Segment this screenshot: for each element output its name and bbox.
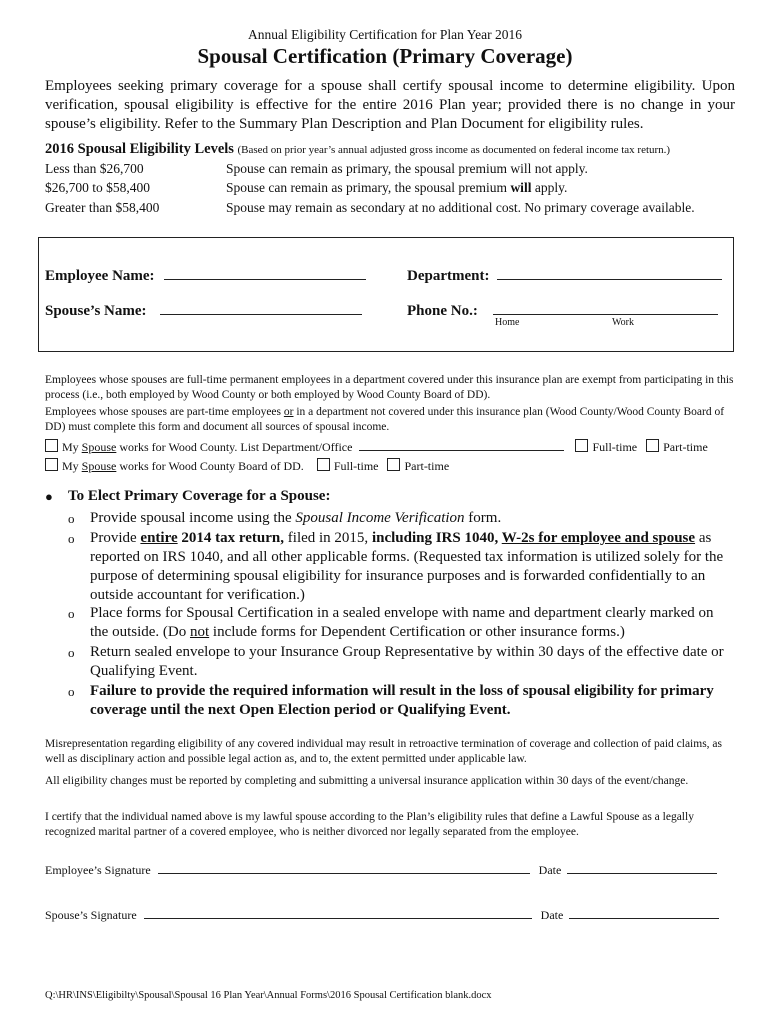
phone-work-label: Work: [612, 317, 634, 328]
file-path-footer: Q:\HR\INS\Eligibilty\Spousal\Spousal 16 Plan Year\Annual Forms\2016 Spousal Certification blank.docx: [45, 990, 492, 1001]
part-time-paragraph: Employees whose spouses are part-time employees or in a department not covered under this insurance plan (Wood County/Wood County Board of DD) must complete this form and document all sources of spousal income.: [45, 406, 725, 433]
changes-notice: All eligibility changes must be reported by completing and submitting a universal insurance application within 30 days of the event/change.: [45, 775, 689, 787]
employee-signature-line[interactable]: [158, 862, 530, 874]
employee-date-line[interactable]: [567, 862, 717, 874]
level-range: $26,700 to $58,400: [45, 180, 151, 195]
board-dd-row: My Spouse works for Wood County Board of DD. Full-time Part-time: [45, 458, 449, 474]
level-desc: Spouse may remain as secondary at no additional cost. No primary coverage available.: [226, 200, 695, 215]
full-time-checkbox[interactable]: [317, 458, 330, 471]
spouse-signature-line[interactable]: [144, 907, 532, 919]
circle-marker-icon: o: [68, 511, 75, 526]
level-range: Greater than $58,400: [45, 200, 160, 215]
certification-statement: I certify that the individual named above is my lawful spouse according to the Plan’s eligibility rules that define a Lawful Spouse as a legally recognized marital partner of a covered employee, who is neither divorced nor legally separated from the employee.: [45, 811, 694, 838]
circle-marker-icon: o: [68, 606, 75, 621]
list-item: o Provide entire 2014 tax return, filed in 2015, including IRS 1040, W-2s for employee and spouse as reported on IRS 1040, and all other applicable forms. (Requested tax information is utilized solely for the purpose of determining spousal eligibility for insurance purposes and is forwarded confidentially to an outside accountant for verification.): [68, 530, 724, 603]
eligibility-levels-heading: [45, 141, 670, 158]
department-office-line[interactable]: [359, 439, 564, 451]
full-time-label: Full-time: [333, 459, 379, 473]
wood-county-row: My Spouse works for Wood County. List Department/Office Full-time Part-time: [45, 439, 708, 455]
spouse-name-line[interactable]: [160, 299, 362, 315]
department-field[interactable]: [407, 264, 722, 285]
date-label: Date: [538, 863, 562, 877]
spouse-signature-row: [45, 907, 719, 923]
list-item: o Failure to provide the required information will result in the loss of spousal eligibility for primary coverage until the next Open Election period or Qualifying Event.: [68, 683, 714, 718]
spouse-signature-label: Spouse’s Signature: [45, 908, 137, 922]
employee-name-line[interactable]: [164, 264, 366, 280]
full-time-label: Full-time: [592, 440, 638, 454]
date-label: Date: [540, 908, 564, 922]
employee-signature-label: Employee’s Signature: [45, 863, 151, 877]
level-row: [45, 161, 588, 177]
circle-marker-icon: o: [68, 684, 75, 699]
phone-label: Phone No.:: [407, 303, 478, 319]
level-desc: Spouse can remain as primary, the spousal premium will apply.: [226, 180, 568, 195]
board-dd-checkbox[interactable]: [45, 458, 58, 471]
department-line[interactable]: [497, 264, 722, 280]
elect-heading: To Elect Primary Coverage for a Spouse:: [68, 488, 331, 504]
employee-name-label: Employee Name:: [45, 268, 155, 284]
level-range: Less than $26,700: [45, 161, 144, 176]
wood-county-checkbox[interactable]: [45, 439, 58, 452]
intro-paragraph: Employees seeking primary coverage for a spouse shall certify spousal income to determine eligibility. Upon verification, spousal eligibility is effective for the entire 2016 Plan year; provided there is no change in your spouse’s eligibility. Refer to the Summary Plan Description and Plan Document for eligibility rules.: [45, 78, 735, 132]
exempt-paragraph: Employees whose spouses are full-time permanent employees in a department covered under this insurance plan are exempt from participating in this process (i.e., both employed by Wood County or both employed by Wood County Board of DD).: [45, 374, 734, 401]
list-item: o Return sealed envelope to your Insurance Group Representative by within 30 days of the effective date or Qualifying Event.: [68, 644, 724, 679]
page-title: Spousal Certification (Primary Coverage): [197, 44, 573, 68]
spouse-date-line[interactable]: [569, 907, 719, 919]
part-time-label: Part-time: [663, 440, 708, 454]
phone-line[interactable]: [493, 299, 718, 315]
bullet-icon: ●: [45, 489, 53, 504]
level-desc: Spouse can remain as primary, the spousal premium will not apply.: [226, 161, 588, 176]
list-item: o Place forms for Spousal Certification in a sealed envelope with name and department clearly marked on the outside. (Do not include forms for Dependent Certification or other insurance forms.): [68, 605, 714, 640]
full-time-checkbox[interactable]: [575, 439, 588, 452]
employee-info-box: [38, 237, 734, 352]
misrepresentation-notice: Misrepresentation regarding eligibility of any covered individual may result in retroactive termination of coverage and collection of paid claims, as well as disciplinary action and possible legal action as, and to, the extent permitted under applicable law.: [45, 738, 722, 765]
phone-home-label: Home: [495, 317, 520, 328]
employee-name-field[interactable]: [45, 264, 366, 285]
spouse-name-label: Spouse’s Name:: [45, 303, 147, 319]
employee-signature-row: [45, 862, 717, 878]
part-time-checkbox[interactable]: [387, 458, 400, 471]
list-item: o Provide spousal income using the Spousal Income Verification form.: [68, 510, 502, 526]
circle-marker-icon: o: [68, 531, 75, 546]
level-row: [45, 200, 695, 216]
department-label: Department:: [407, 268, 490, 284]
circle-marker-icon: o: [68, 645, 75, 660]
part-time-label: Part-time: [404, 459, 450, 473]
phone-field[interactable]: [407, 299, 718, 320]
part-time-checkbox[interactable]: [646, 439, 659, 452]
form-subtitle: Annual Eligibility Certification for Plan Year 2016: [247, 27, 523, 42]
levels-title: 2016 Spousal Eligibility Levels: [45, 141, 234, 157]
levels-note: (Based on prior year’s annual adjusted gross income as documented on federal income tax return.): [237, 144, 671, 156]
level-row: [45, 180, 568, 196]
spouse-name-field[interactable]: [45, 299, 362, 320]
